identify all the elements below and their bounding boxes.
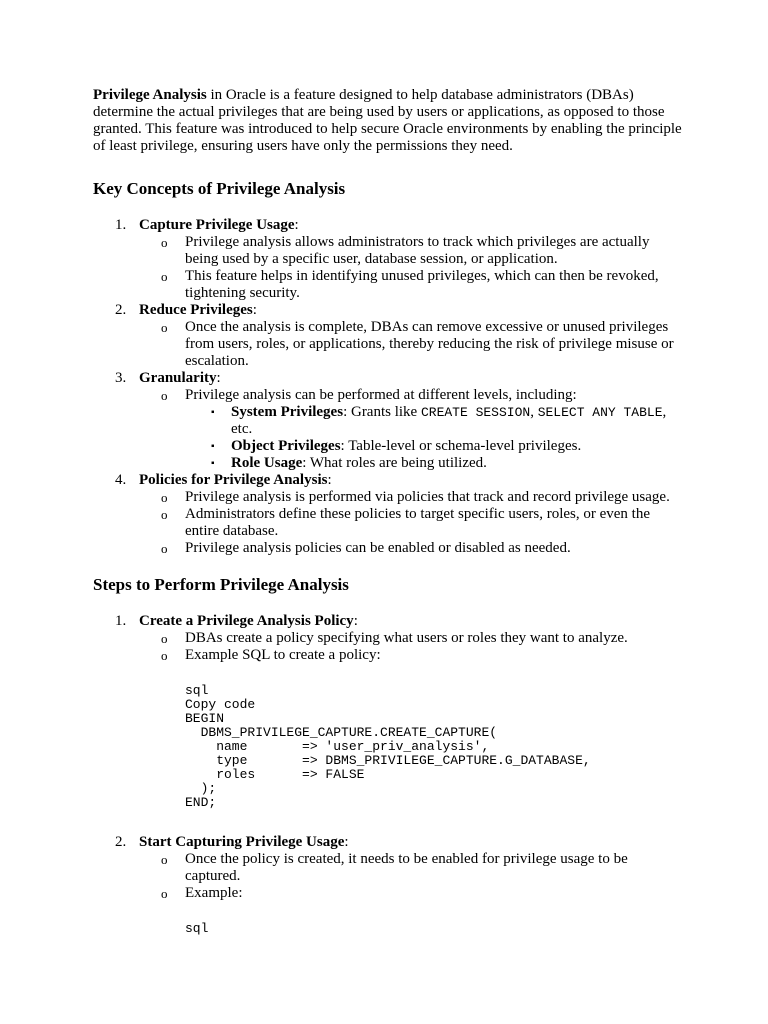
- sublist-item-system: ▪ System Privileges: Grants like CREATE SESSION, SELECT ANY TABLE, etc.: [211, 404, 667, 437]
- list-item: o Example SQL to create a policy: sql Copy code BEGIN DBMS_PRIVILEGE_CAPTURE.CREATE_CAPTURE( name => 'user_priv_analysis', type => DBMS_PRIVILEGE_CAPTURE.G_DATABASE, roles => FALSE ); END;: [139, 647, 683, 810]
- list-number: 3.: [115, 370, 127, 386]
- inline-code: SELECT ANY TABLE: [537, 405, 663, 420]
- list-item: o DBAs create a policy specifying what users or roles they want to analyze.: [161, 630, 628, 646]
- step-item-1: 1. Create a Privilege Analysis Policy: o DBAs create a policy specifying what users or roles they want to analyze. o Example SQL to create a policy: sql Copy code BEGIN DBMS_PRIVILEGE_CAPTURE.CREATE_CAPTURE( name => 'user_priv_analysis', type => DBMS_PRIVILEGE_CAPTURE.G_DATABASE, roles => FALSE ); END;: [93, 613, 683, 810]
- list-number: 2.: [115, 834, 127, 850]
- heading-key-concepts: Key Concepts of Privilege Analysis: [93, 179, 346, 198]
- document-body: [93, 87, 683, 936]
- code-block: sql Copy code BEGIN DBMS_PRIVILEGE_CAPTURE.CREATE_CAPTURE( name => 'user_priv_analysis', type => DBMS_PRIVILEGE_CAPTURE.G_DATABASE, roles => FALSE ); END;: [185, 683, 591, 810]
- concept-item-1: 1. Capture Privilege Usage: o Privilege analysis allows administrators to track which privileges are actually being used by a specific user, database session, or application. o This feature helps in identifying unused privileges, which can then be revoked, tightening security.: [93, 217, 683, 302]
- sublist-item-role: ▪ Role Usage: What roles are being utilized.: [211, 455, 487, 471]
- list-number: 1.: [115, 613, 127, 629]
- step-item-2: 2. Start Capturing Privilege Usage: o Once the policy is created, it needs to be enabled for privilege usage to be captured. o Example: sql: [93, 834, 683, 936]
- list-item: o Privilege analysis allows administrators to track which privileges are actually being used by a specific user, database session, or application.: [161, 234, 650, 267]
- list-item: o Administrators define these policies to target specific users, roles, or even the entire database.: [161, 506, 650, 539]
- step-title: Start Capturing Privilege Usage: [139, 834, 345, 850]
- concept-title: Reduce Privileges: [139, 302, 253, 318]
- intro-paragraph: [93, 87, 683, 155]
- concept-item-4: 4. Policies for Privilege Analysis: o Privilege analysis is performed via policies that track and record privilege usage. o Administrators define these policies to target specific users, roles, or even the entire database. o Privilege analysis policies can be enabled or disabled as needed.: [93, 472, 683, 557]
- concept-item-2: 2. Reduce Privileges: o Once the analysis is complete, DBAs can remove excessive or unused privileges from users, roles, or applications, thereby reducing the risk of privilege misuse or escalation.: [93, 302, 683, 370]
- intro-text: in Oracle is a feature designed to help database administrators (DBAs) determine the actual privileges that are being used by users or applications, as opposed to those granted. This feature was introduced to help secure Oracle environments by enabling the principle of least privilege, ensuring users have only the permissions they need.: [93, 87, 682, 154]
- list-number: 2.: [115, 302, 127, 318]
- concept-title: Capture Privilege Usage: [139, 217, 295, 233]
- intro-bold-term: Privilege Analysis: [93, 87, 207, 103]
- list-item: o Privilege analysis is performed via policies that track and record privilege usage.: [161, 489, 670, 505]
- sublist-item-object: ▪ Object Privileges: Table-level or schema-level privileges.: [211, 438, 582, 454]
- list-item: o This feature helps in identifying unused privileges, which can then be revoked, tightening security.: [161, 268, 659, 301]
- list-item: o Privilege analysis policies can be enabled or disabled as needed.: [161, 540, 571, 556]
- list-item: o Once the analysis is complete, DBAs can remove excessive or unused privileges from users, roles, or applications, thereby reducing the risk of privilege misuse or escalation.: [161, 319, 674, 369]
- inline-code: CREATE SESSION: [420, 405, 531, 420]
- concept-title: Granularity: [139, 370, 217, 386]
- list-item: o Example: sql: [139, 885, 683, 936]
- list-number: 4.: [115, 472, 127, 488]
- list-number: 1.: [115, 217, 127, 233]
- list-item: o Privilege analysis can be performed at different levels, including: ▪ System Privileges: Grants like CREATE SESSION, SELECT ANY TABLE, etc. ▪ Object Privileges: Table-level or schema-level privileges. ▪ Role Usage: What roles are being utilized.: [139, 387, 683, 472]
- code-block: sql: [185, 921, 209, 936]
- list-item: o Once the policy is created, it needs to be enabled for privilege usage to be captured.: [161, 851, 628, 884]
- step-title: Create a Privilege Analysis Policy: [139, 613, 354, 629]
- heading-steps: Steps to Perform Privilege Analysis: [93, 575, 349, 594]
- concept-item-3: 3. Granularity: o Privilege analysis can be performed at different levels, including: ▪ System Privileges: Grants like CREATE SESSION, SELECT ANY TABLE, etc. ▪ Object Privileges: Table-level or schema-level privileges. ▪ Role Usage: What roles are being utilized.: [93, 370, 683, 472]
- concept-title: Policies for Privilege Analysis: [139, 472, 328, 488]
